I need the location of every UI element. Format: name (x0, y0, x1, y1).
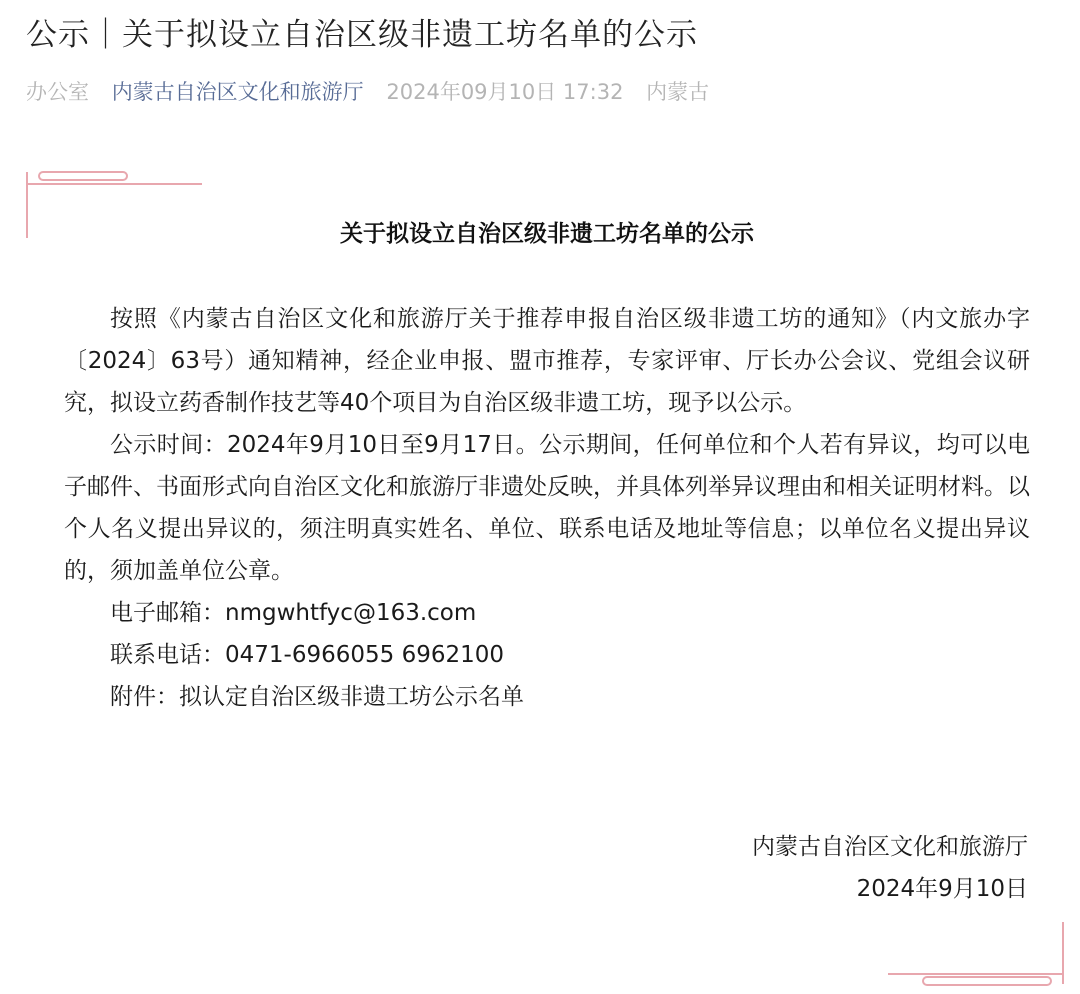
attachment-link[interactable]: 附件：拟认定自治区级非遗工坊公示名单 (110, 684, 524, 710)
location-label: 内蒙古 (646, 80, 710, 104)
signature-organization: 内蒙古自治区文化和旅游厅 (752, 834, 1028, 860)
body-paragraph: 公示时间：2024年9月10日至9月17日。公示期间，任何单位和个人若有异议，均可以电子邮件、书面形式向自治区文化和旅游厅非遗处反映，并具体列举异议理由和相关证明材料。以个人名义提出异议的，须注明真实姓名、单位、联系电话及地址等信息；以单位名义提出异议的，须加盖单位公章。 (64, 432, 1030, 584)
publish-datetime: 2024年09月10日 17:32 (386, 80, 624, 104)
contact-email: 电子邮箱：nmgwhtfyc@163.com (110, 600, 477, 626)
signature-date: 2024年9月10日 (856, 876, 1028, 902)
signature-block (752, 826, 1028, 910)
decorative-frame-top-left-line (26, 183, 202, 185)
document-title: 关于拟设立自治区级非遗工坊名单的公示 (340, 221, 754, 247)
document-body (64, 298, 1030, 718)
body-paragraph: 按照《内蒙古自治区文化和旅游厅关于推荐申报自治区级非遗工坊的通知》（内文旅办字〔2024〕63号）通知精神，经企业申报、盟市推荐，专家评审、厅长办公会议、党组会议研究，拟设立药香制作技艺等40个项目为自治区级非遗工坊，现予以公示。 (64, 306, 1030, 416)
decorative-frame-top-left-pill (38, 171, 128, 181)
contact-phone: 联系电话：0471-6966055 6962100 (110, 642, 505, 668)
decorative-frame-bottom-right-line (888, 973, 1064, 975)
article-title: 公示｜关于拟设立自治区级非遗工坊名单的公示 (26, 17, 698, 53)
author-label: 办公室 (26, 80, 89, 104)
account-name-link[interactable]: 内蒙古自治区文化和旅游厅 (111, 80, 364, 104)
article-meta (26, 74, 725, 110)
decorative-frame-bottom-right-pill (922, 976, 1052, 986)
